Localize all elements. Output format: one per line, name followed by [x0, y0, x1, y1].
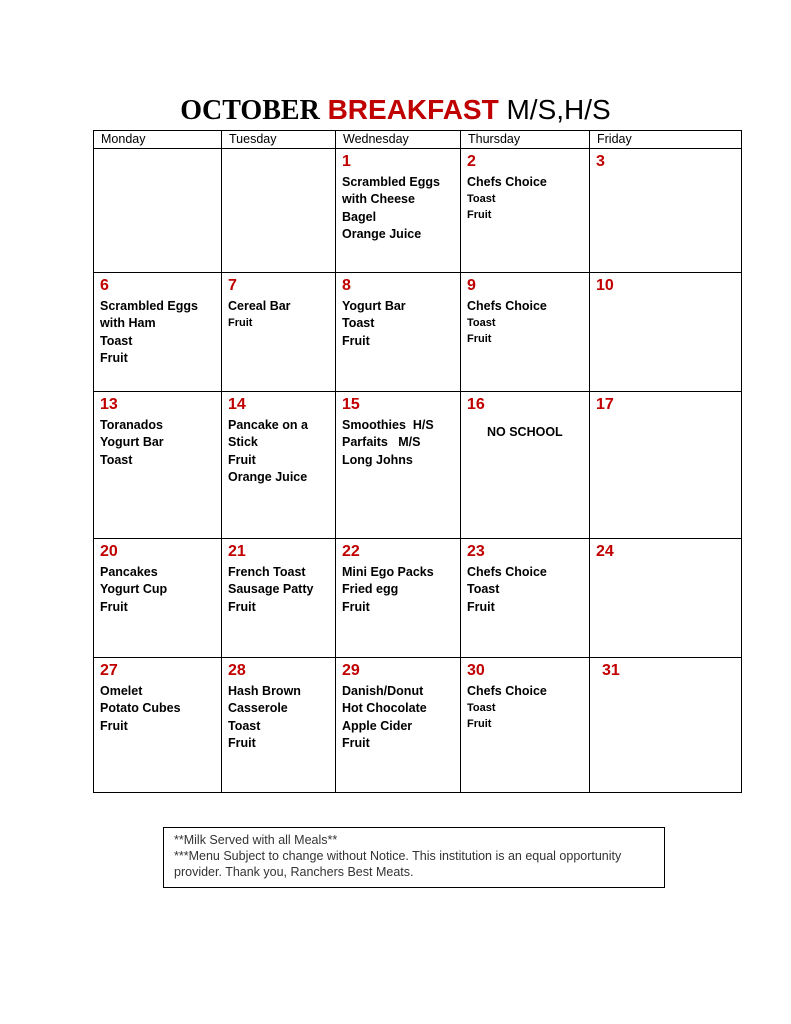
day-number: 17 — [596, 396, 614, 413]
menu-item: Toast — [467, 702, 496, 715]
menu-item: Fruit — [467, 333, 492, 346]
day-number: 1 — [342, 153, 351, 170]
day-number: 7 — [228, 277, 237, 294]
calendar-week-row — [94, 539, 742, 658]
menu-item: Fried egg — [342, 582, 399, 597]
menu-item: Parfaits M/S — [342, 435, 421, 450]
menu-item: Hash Brown — [228, 684, 301, 698]
menu-item: Omelet — [100, 684, 143, 698]
calendar-day-cell — [336, 149, 461, 273]
day-number: 10 — [596, 277, 614, 294]
calendar-day-cell — [590, 539, 742, 658]
calendar-week-row — [94, 273, 742, 392]
day-number: 20 — [100, 543, 118, 560]
calendar-day-cell — [461, 392, 590, 539]
notice-line-1: **Milk Served with all Meals** — [174, 833, 338, 847]
calendar-day-cell — [461, 273, 590, 392]
menu-item: Fruit — [228, 599, 256, 614]
notice-line-3: provider. Thank you, Ranchers Best Meats. — [174, 865, 414, 879]
calendar-day-cell — [222, 392, 336, 539]
menu-item: Danish/Donut — [342, 684, 424, 698]
calendar-day-cell — [222, 149, 336, 273]
menu-item: Toast — [467, 317, 496, 330]
menu-item: Mini Ego Packs — [342, 565, 434, 579]
menu-item: Fruit — [100, 599, 128, 614]
menu-item: Cereal Bar — [228, 299, 291, 313]
calendar-day-cell — [222, 539, 336, 658]
day-number: 29 — [342, 662, 360, 679]
day-number: 13 — [100, 396, 118, 413]
calendar-day-cell — [461, 658, 590, 793]
menu-item: Yogurt Bar — [100, 435, 164, 450]
calendar-day-cell — [222, 658, 336, 793]
menu-item: Orange Juice — [228, 469, 308, 484]
menu-item: Scrambled Eggs — [342, 175, 440, 189]
day-number: 16 — [467, 396, 485, 413]
menu-item: Bagel — [342, 209, 377, 224]
header-thursday: Thursday — [461, 131, 590, 149]
menu-item: Stick — [228, 435, 258, 450]
menu-item: Fruit — [467, 209, 492, 222]
calendar-week-row — [94, 392, 742, 539]
menu-item: Fruit — [228, 452, 256, 467]
menu-item: Fruit — [342, 333, 370, 348]
calendar-day-cell — [94, 149, 222, 273]
day-number: 15 — [342, 396, 360, 413]
header-friday: Friday — [590, 131, 742, 149]
calendar-week-row — [94, 658, 742, 793]
header-monday: Monday — [94, 131, 222, 149]
menu-item: Fruit — [467, 718, 492, 731]
calendar-day-cell — [336, 658, 461, 793]
menu-item: with Cheese — [342, 192, 415, 207]
menu-item: Pancakes — [100, 565, 158, 579]
calendar-day-cell — [336, 392, 461, 539]
calendar-day-cell — [461, 539, 590, 658]
menu-item: Scrambled Eggs — [100, 299, 198, 313]
menu-item: Toast — [100, 333, 133, 348]
title-month: OCTOBER — [180, 95, 320, 126]
menu-item: Smoothies H/S — [342, 418, 434, 432]
header-tuesday: Tuesday — [222, 131, 336, 149]
day-number: 31 — [602, 662, 620, 679]
calendar-day-cell — [94, 539, 222, 658]
day-number: 3 — [596, 153, 605, 170]
menu-item: Fruit — [467, 599, 495, 614]
calendar-day-cell — [590, 149, 742, 273]
day-number: 24 — [596, 543, 614, 560]
menu-item: Hot Chocolate — [342, 701, 427, 716]
calendar-day-cell — [336, 539, 461, 658]
calendar-day-cell — [590, 658, 742, 793]
menu-item: Chefs Choice — [467, 684, 547, 698]
calendar-table — [93, 130, 742, 793]
menu-item: Toast — [342, 316, 375, 331]
menu-item: Chefs Choice — [467, 299, 547, 313]
calendar-day-cell — [590, 273, 742, 392]
day-number: 21 — [228, 543, 246, 560]
notice-line-2: ***Menu Subject to change without Notice. This institution is an equal opportunity — [174, 849, 622, 863]
menu-item: Fruit — [228, 735, 256, 750]
menu-item: Toast — [467, 582, 500, 597]
menu-item: Chefs Choice — [467, 175, 547, 189]
notice-box — [163, 827, 665, 888]
header-wednesday: Wednesday — [336, 131, 461, 149]
menu-item: Fruit — [228, 317, 253, 330]
menu-item: Orange Juice — [342, 226, 422, 241]
menu-item: Chefs Choice — [467, 565, 547, 579]
calendar-day-cell — [461, 149, 590, 273]
menu-item: Pancake on a — [228, 418, 308, 432]
menu-item: Toast — [467, 193, 496, 206]
menu-item: Yogurt Cup — [100, 582, 168, 597]
day-number: 28 — [228, 662, 246, 679]
menu-item: Apple Cider — [342, 718, 413, 733]
menu-item: Long Johns — [342, 452, 413, 467]
menu-item: Toranados — [100, 418, 163, 432]
title-meal: BREAKFAST — [327, 94, 499, 125]
page-title — [0, 94, 791, 127]
day-number: 2 — [467, 153, 476, 170]
day-number: 9 — [467, 277, 476, 294]
weekday-header-row — [94, 131, 742, 149]
calendar-day-cell — [94, 392, 222, 539]
day-number: 30 — [467, 662, 485, 679]
day-number: 14 — [228, 396, 246, 413]
menu-item: Fruit — [100, 718, 128, 733]
day-number: 23 — [467, 543, 485, 560]
day-number: 22 — [342, 543, 360, 560]
calendar-day-cell — [94, 658, 222, 793]
menu-item: Potato Cubes — [100, 701, 181, 716]
calendar-day-cell — [222, 273, 336, 392]
menu-item: Fruit — [100, 350, 128, 365]
menu-item: Toast — [100, 452, 133, 467]
menu-item: Casserole — [228, 701, 288, 716]
menu-item: French Toast — [228, 565, 306, 579]
calendar-day-cell — [590, 392, 742, 539]
title-grades: M/S,H/S — [506, 94, 611, 125]
menu-item: Fruit — [342, 599, 370, 614]
menu-item: Fruit — [342, 735, 370, 750]
calendar-day-cell — [336, 273, 461, 392]
menu-item: Yogurt Bar — [342, 299, 406, 313]
day-number: 6 — [100, 277, 109, 294]
menu-item: Toast — [228, 718, 261, 733]
menu-item: Sausage Patty — [228, 582, 314, 597]
day-number: 27 — [100, 662, 118, 679]
calendar-week-row — [94, 149, 742, 273]
day-number: 8 — [342, 277, 351, 294]
menu-item: with Ham — [100, 316, 156, 331]
no-school-note: NO SCHOOL — [487, 425, 563, 439]
calendar-day-cell — [94, 273, 222, 392]
